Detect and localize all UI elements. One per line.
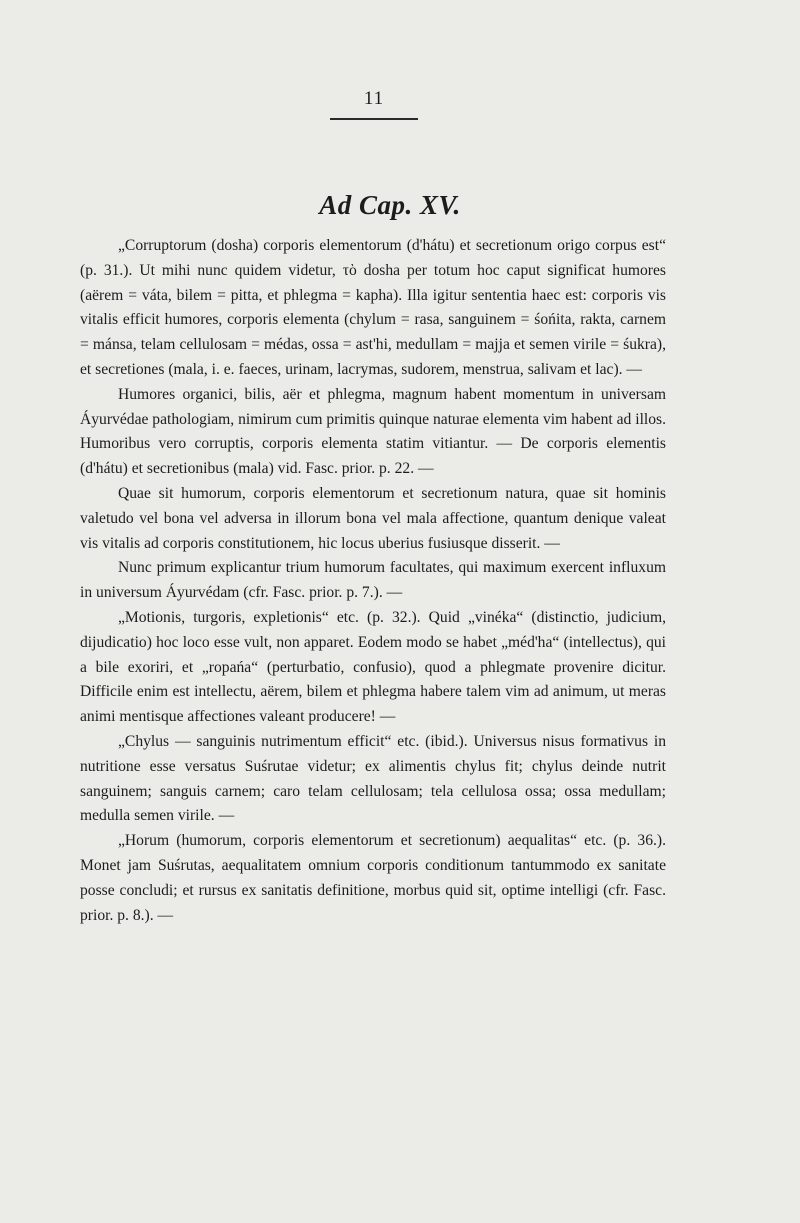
header-rule — [330, 118, 418, 120]
paragraph: Quae sit humorum, corporis elementorum et secretionum natura, quae sit hominis valetudo vel bona vel adversa in illorum bona vel mala affectione, quantum denique valeat vis vitalis ad corporis constitutionem, hic locus uberius fusiusque disserit. — — [80, 484, 666, 552]
paragraph: „Horum (humorum, corporis elementorum et secretionum) aequalitas“ etc. (p. 36.). Monet jam Suśrutas, aequalitatem omnium corporis conditionum tantummodo ex sanitate posse concludi; et rursus ex sanitatis definitione, morbus quid sit, optime intelligi (cfr. Fasc. prior. p. 8.). — — [80, 832, 666, 924]
chapter-heading: Ad Cap. XV. — [319, 190, 461, 220]
paragraph: Nunc primum explicantur trium humorum facultates, qui maximum exercent influxum in universum Áyurvédam (cfr. Fasc. prior. p. 7.). — — [80, 559, 666, 602]
paragraph: „Motionis, turgoris, expletionis“ etc. (p. 32.). Quid „vinéka“ (distinctio, judicium, dijudicatio) hoc loco esse vult, non apparet. Eodem modo se habet „méd'ha“ (intellectus), qui a bile exoriri, et „ropańa“ (perturbatio, confusio), quod a phlegmate provenire dicitur. Difficile enim est intellectu, aërem, bilem et phlegma habere talem vim ad animum, ut meras animi mentisque affectiones valeant producere! — — [80, 608, 666, 726]
paragraph: „Corruptorum (dosha) corporis elementorum (d'hátu) et secretionum origo corpus est“ (p. 31.). Ut mihi nunc quidem videtur, τὸ dosha per totum hoc caput significat humores (aërem = váta, bilem = pitta, et phlegma = kapha). Illa igitur sententia haec est: corporis vis vitalis efficit humores, corporis elementa (chylum = rasa, sanguinem = śońita, rakta, carnem = mánsa, telam cellulosam = médas, ossa = ast'hi, medullam = majja et semen virile = śukra), et secretiones (mala, i. e. faeces, urinam, lacrymas, sudorem, menstrua, salivam et lac). — — [80, 237, 666, 378]
page-number: 11 — [363, 88, 385, 109]
paragraph: Humores organici, bilis, aër et phlegma, magnum habent momentum in universam Áyurvédae pathologiam, nimirum cum primitis quinque naturae elementa vim habent ad illos. Humoribus vero corruptis, corporis elementa statim vitiantur. — De corporis elementis (d'hátu) et secretionibus (mala) vid. Fasc. prior. p. 22. — — [80, 385, 666, 478]
paragraph: „Chylus — sanguinis nutrimentum efficit“ etc. (ibid.). Universus nisus formativus in nutritione esse versatus Suśrutae videtur; ex alimentis chylus fit; chylus deinde nutrit sanguinem; sanguis carnem; caro telam cellulosam; tela cellulosa ossa; ossa medullam; medulla semen virile. — — [80, 732, 666, 825]
body-text — [80, 234, 666, 928]
